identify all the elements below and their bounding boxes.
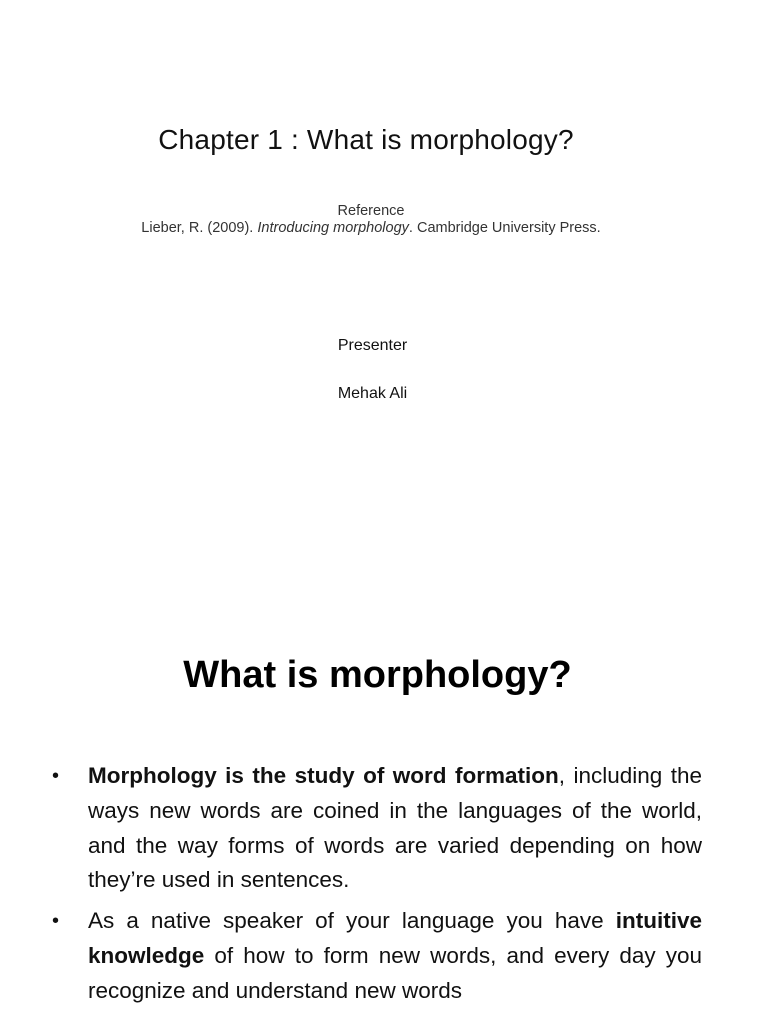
reference-citation [0,220,742,237]
slide-title: Chapter 1 : What is morphology? [158,124,574,155]
bullet-text: , including the ways new words are coined in the languages of the world, and the way forms of words are varied depending on how they’re used in sentences. [88,763,702,893]
bullet-item [52,904,702,1008]
content-slide [0,576,768,1024]
slide-heading: What is morphology? [183,654,572,696]
bullet-bold-text: intuitive knowledge [88,908,702,968]
bullet-icon: • [52,765,60,787]
bullet-text: As a native speaker of your language you have [88,908,616,934]
citation-book-title: Introducing morphology [257,220,409,236]
bullet-item [52,759,702,898]
reference-label: Reference [337,203,405,219]
presenter-name: Mehak Ali [337,385,408,402]
bullet-bold-text: Morphology is the study of word formation [88,763,559,788]
bullet-text: of how to form new words, and every day you recognize and understand new words [88,942,702,1003]
reference-block [0,203,742,237]
presenter-block [0,337,745,403]
bullet-list [52,759,702,1015]
citation-suffix: . Cambridge University Press. [408,220,601,236]
citation-prefix: Lieber, R. (2009). [141,220,258,236]
presenter-label: Presenter [337,337,408,354]
bullet-icon: • [52,910,60,933]
